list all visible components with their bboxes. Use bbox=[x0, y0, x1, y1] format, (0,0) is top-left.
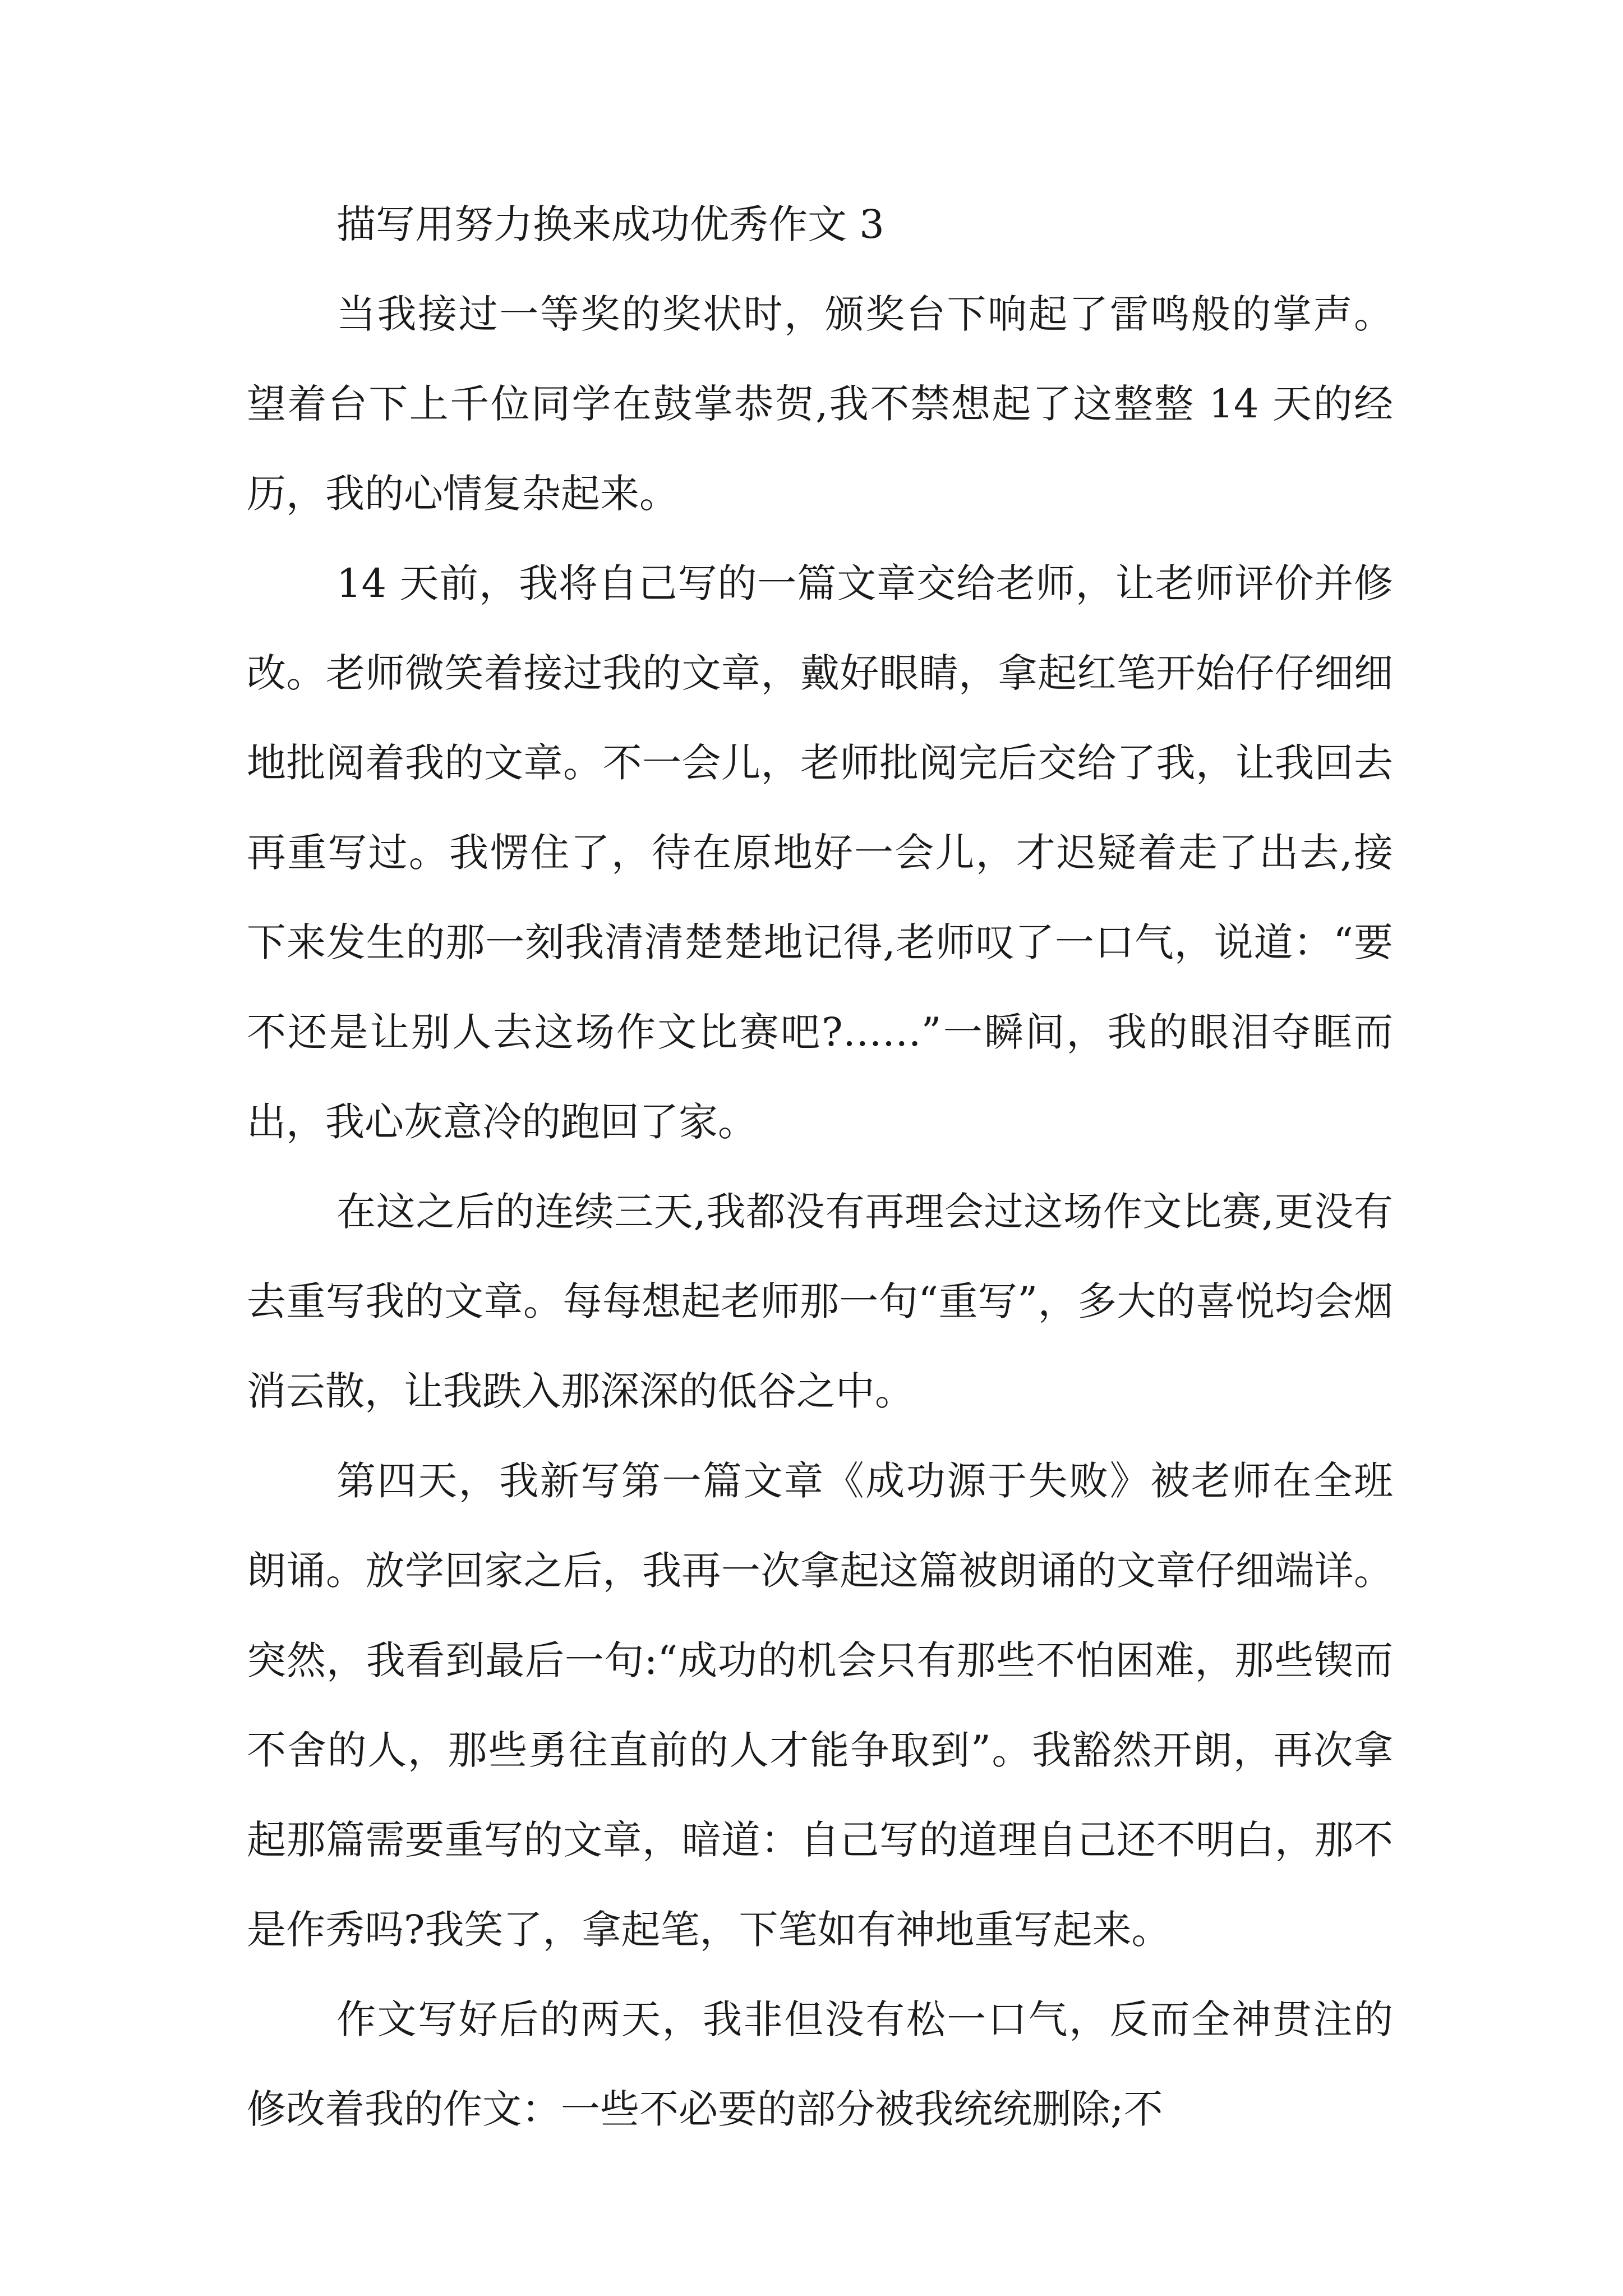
paragraph-5: 作文写好后的两天，我非但没有松一口气，反而全神贯注的修改着我的作文：一些不必要的部分被我统统删除;不 bbox=[247, 1996, 1393, 2132]
document-title: 描写用努力换来成功优秀作文 3 bbox=[336, 201, 884, 247]
paragraph-4: 第四天，我新写第一篇文章《成功源于失败》被老师在全班朗诵。放学回家之后，我再一次拿起这篇被朗诵的文章仔细端详。突然，我看到最后一句:“成功的机会只有那些不怕困难，那些锲而不舍的人，那些勇往直前的人才能争取到”。我豁然开朗，再次拿起那篇需要重写的文章，暗道：自己写的道理自己还不明白，那不是作秀吗?我笑了，拿起笔，下笔如有神地重写起来。 bbox=[247, 1458, 1393, 1953]
paragraph-1: 当我接过一等奖的奖状时，颁奖台下响起了雷鸣般的掌声。望着台下上千位同学在鼓掌恭贺,我不禁想起了这整整 14 天的经历，我的心情复杂起来。 bbox=[247, 291, 1393, 517]
paragraph-3: 在这之后的连续三天,我都没有再理会过这场作文比赛,更没有去重写我的文章。每每想起老师那一句“重写”，多大的喜悦均会烟消云散，让我跌入那深深的低谷之中。 bbox=[247, 1189, 1393, 1414]
document-page bbox=[247, 191, 1393, 2154]
paragraph-2: 14 天前，我将自己写的一篇文章交给老师，让老师评价并修改。老师微笑着接过我的文章，戴好眼睛，拿起红笔开始仔仔细细地批阅着我的文章。不一会儿，老师批阅完后交给了我，让我回去再重写过。我愣住了，待在原地好一会儿，才迟疑着走了出去,接下来发生的那一刻我清清楚楚地记得,老师叹了一口气，说道：“要不还是让别人去这场作文比赛吧?……”一瞬间，我的眼泪夺眶而出，我心灰意冷的跑回了家。 bbox=[247, 560, 1393, 1145]
